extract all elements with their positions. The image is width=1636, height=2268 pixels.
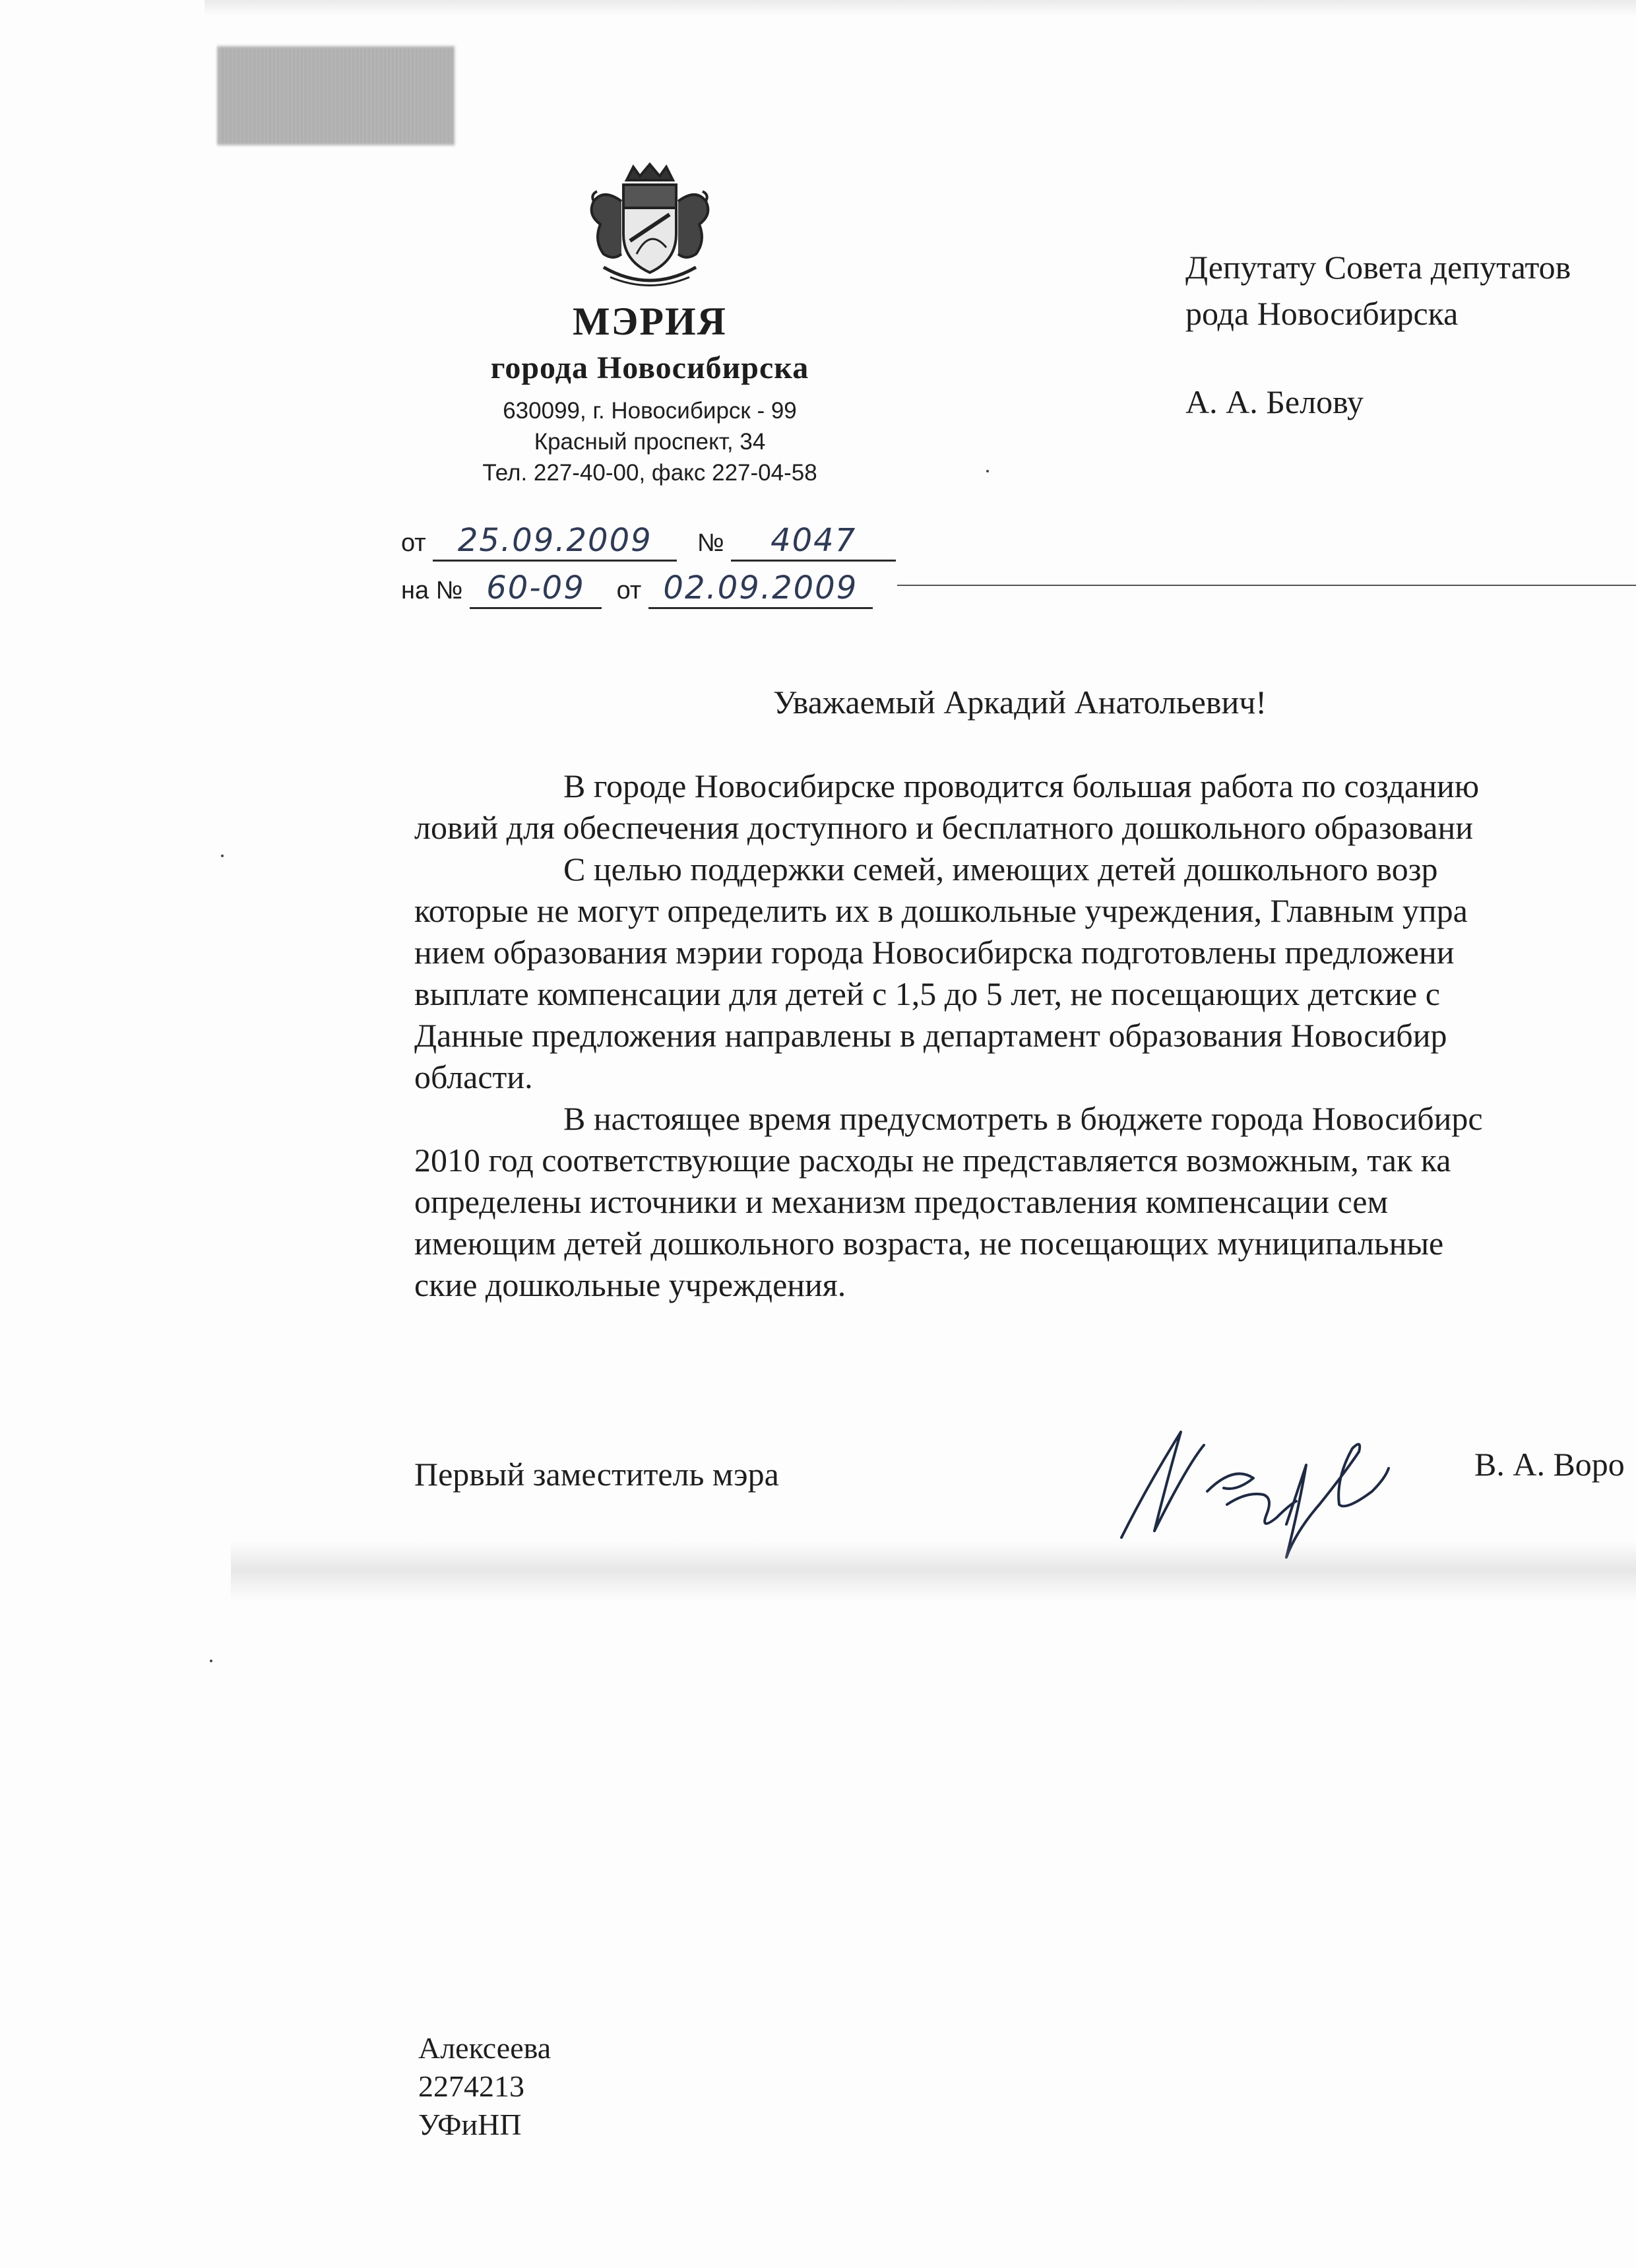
reply-label: на № (401, 577, 463, 604)
body-line: выплате компенсации для детей с 1,5 до 5 лет, не посещающих детские с (414, 975, 1440, 1012)
scan-rule-line (897, 585, 1636, 586)
body-line: 2010 год соответствующие расходы не представляется возможным, так ка (414, 1142, 1451, 1179)
signer-name: В. А. Воро (1474, 1446, 1625, 1483)
city-coat-of-arms-icon (574, 162, 726, 294)
reply-number: 60-09 (470, 569, 602, 609)
recipient-line: рода Новосибирска (1185, 295, 1459, 332)
scan-speck (210, 1660, 212, 1662)
executor-name: Алексеева (418, 2031, 551, 2065)
scan-artifact (231, 1541, 1636, 1600)
letterhead-city: города Новосибирска (490, 350, 809, 385)
body-line: В настоящее время предусмотреть в бюджете города Новосибирс (563, 1100, 1483, 1137)
body-line: В городе Новосибирске проводится большая работа по созданию (563, 767, 1480, 804)
recipient-name: А. А. Белову (1185, 383, 1364, 420)
body-line: имеющим детей дошкольного возраста, не посещающих муниципальные (414, 1225, 1444, 1262)
letterhead-title: МЭРИЯ (573, 300, 727, 343)
greeting: Уважаемый Аркадий Анатольевич! (773, 684, 1267, 721)
reply-date: 02.09.2009 (648, 569, 873, 609)
recipient-line: Депутату Совета депутатов (1185, 249, 1571, 286)
registration-line (401, 521, 896, 562)
phone-fax-line: Тел. 227-40-00, факс 227-04-58 (482, 460, 817, 486)
body-line: нием образования мэрии города Новосибирска подготовлены предложени (414, 934, 1455, 971)
body-line: ские дошкольные учреждения. (414, 1266, 846, 1303)
scan-speck (221, 855, 224, 857)
body-line: определены источники и механизм предоставления компенсации сем (414, 1183, 1389, 1220)
body-line: области. (414, 1058, 533, 1095)
letterhead-address (369, 395, 930, 488)
executor-block (418, 2029, 551, 2144)
recipient-block (1185, 244, 1571, 425)
signer-position: Первый заместитель мэра (414, 1456, 779, 1493)
document-date: 25.09.2009 (433, 521, 677, 562)
scan-edge-shadow (204, 0, 1636, 16)
executor-phone: 2274213 (418, 2069, 524, 2103)
number-label: № (697, 529, 724, 557)
reply-from-label: от (616, 577, 642, 604)
body-line: ловий для обеспечения доступного и бесплатного дошкольного образовани (414, 809, 1473, 846)
letter-body (414, 765, 1636, 1306)
reply-line (401, 569, 873, 609)
body-line: С целью поддержки семей, имеющих детей дошкольного возр (563, 851, 1438, 888)
executor-department: УФиНП (418, 2108, 522, 2141)
body-line: которые не могут определить их в дошкольные учреждения, Главным упра (414, 892, 1468, 929)
scan-speck (986, 470, 989, 472)
document-number: 4047 (731, 521, 896, 562)
address-line: Красный проспект, 34 (534, 429, 766, 455)
from-label: от (401, 529, 426, 557)
scan-artifact (218, 46, 455, 145)
address-line: 630099, г. Новосибирск - 99 (503, 398, 797, 424)
letterhead (369, 162, 930, 488)
body-line: Данные предложения направлены в департамент образования Новосибир (414, 1017, 1447, 1054)
